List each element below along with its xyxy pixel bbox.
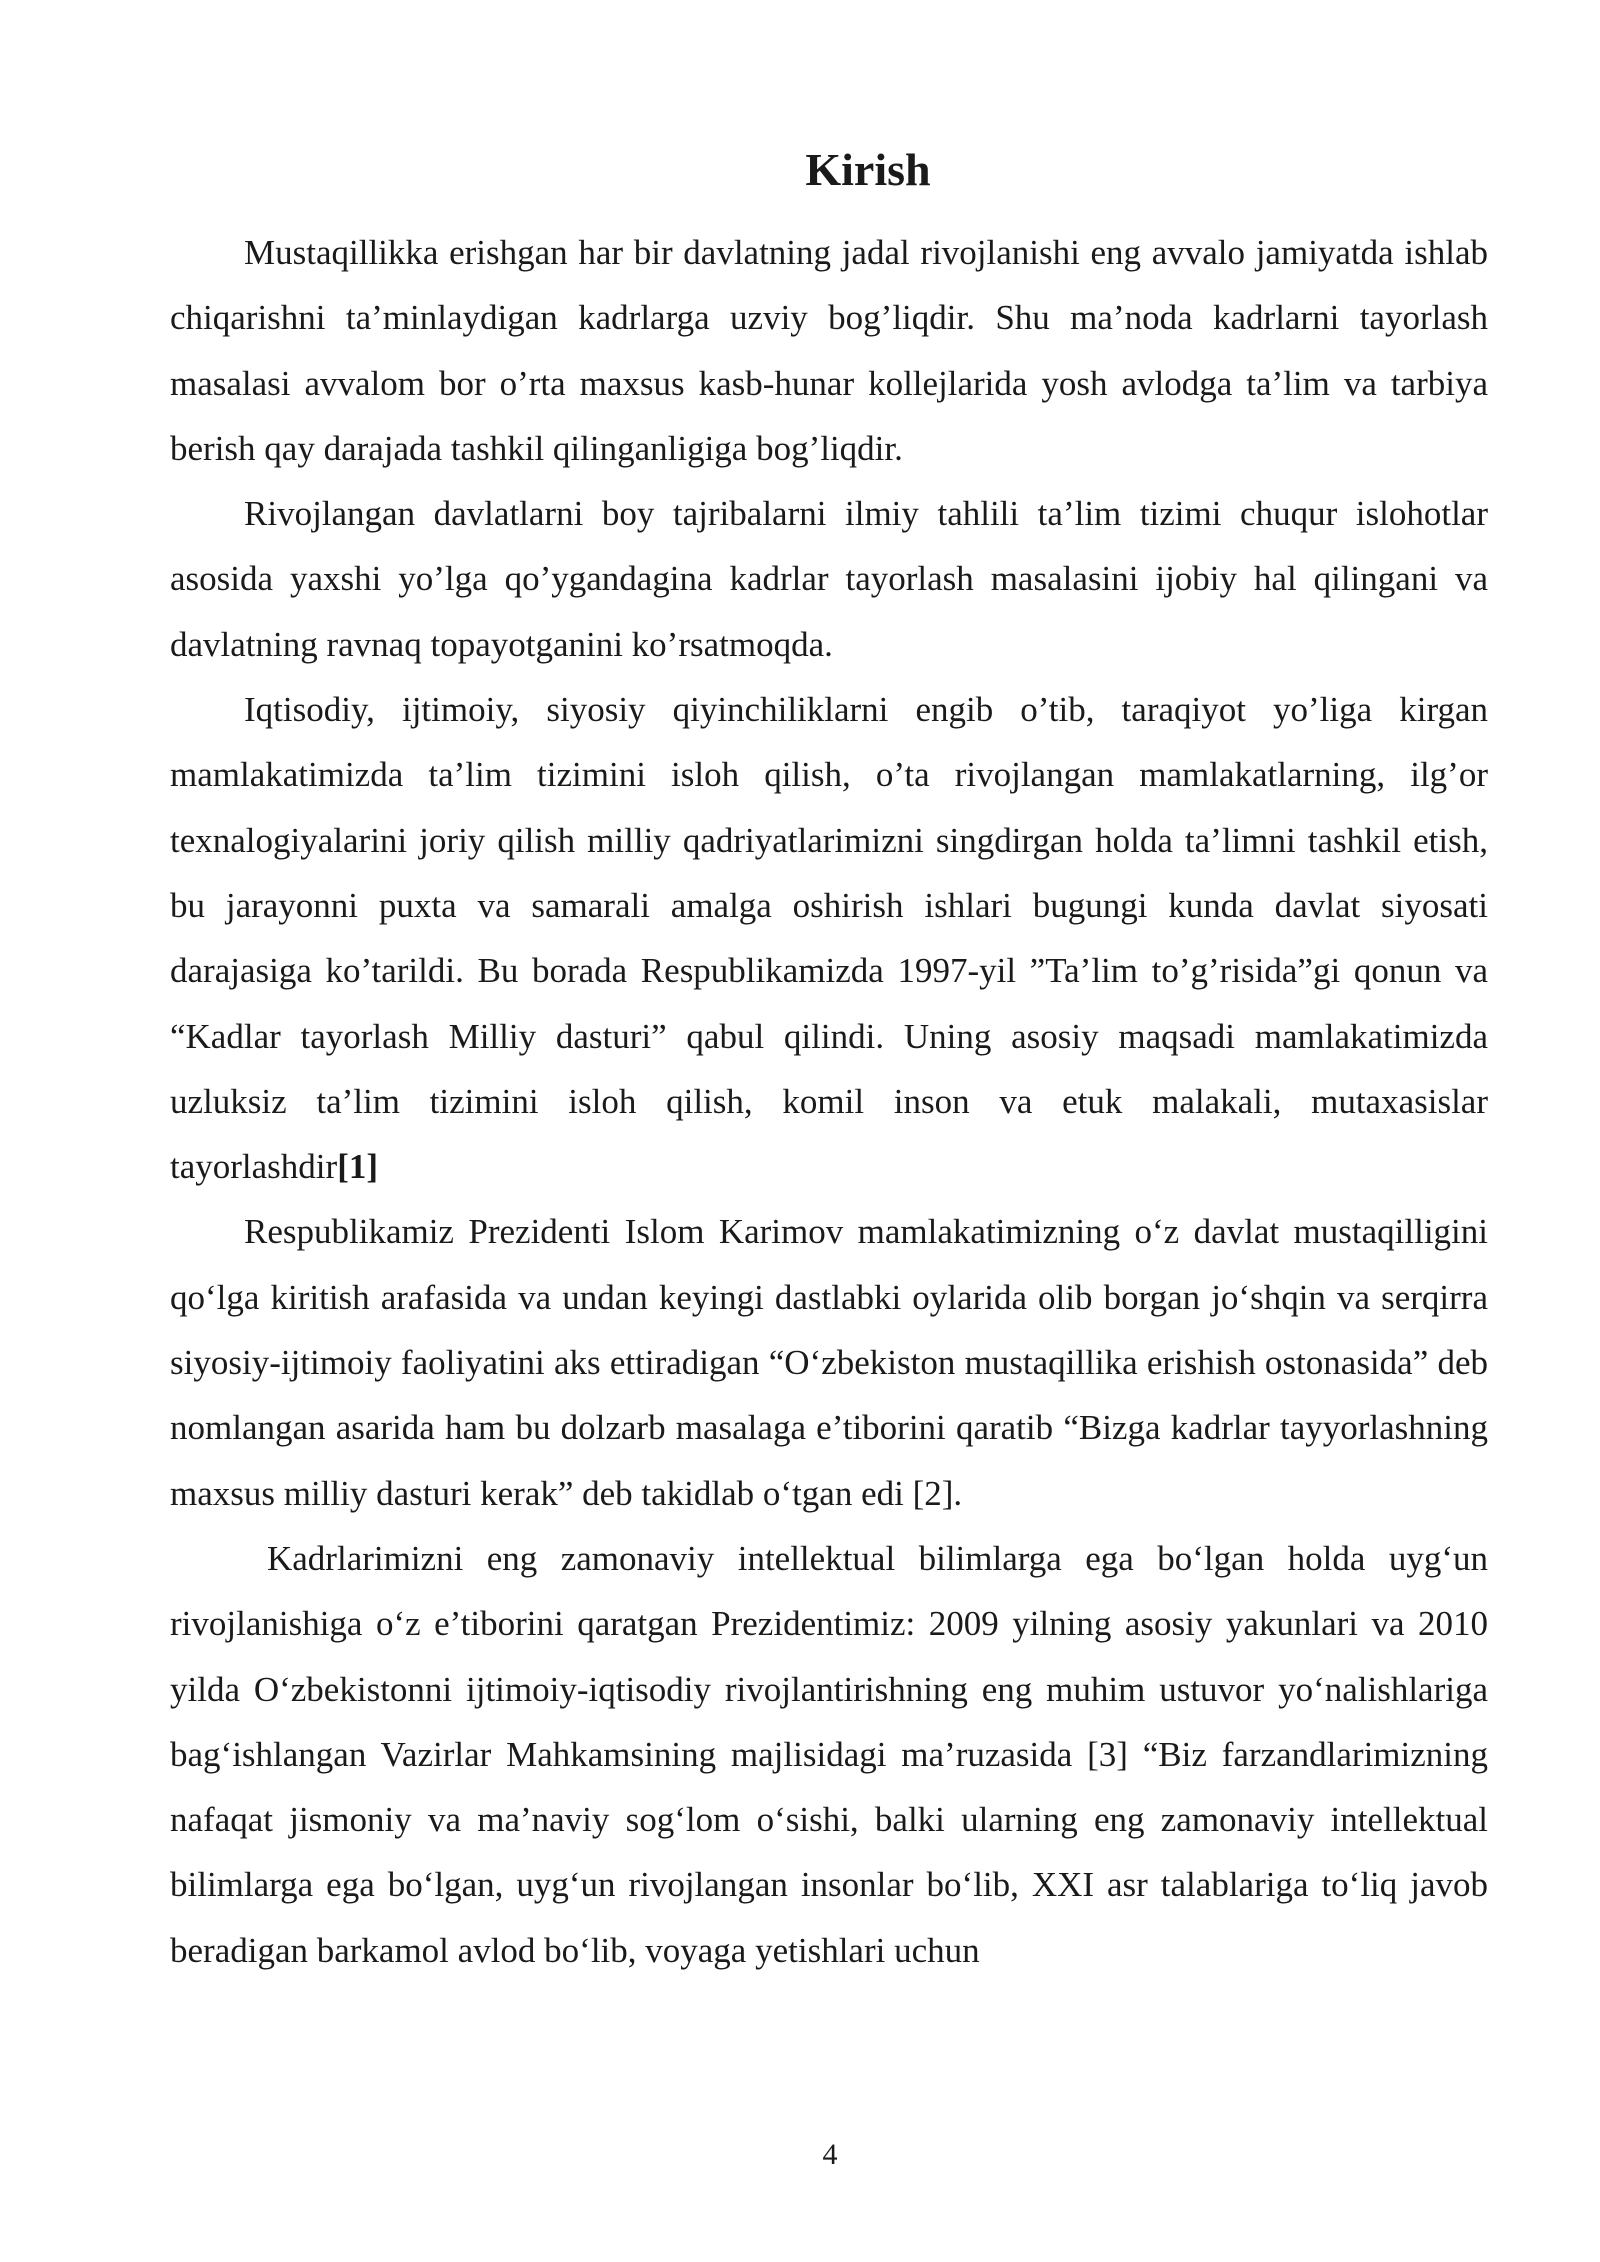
paragraph-2: Rivojlangan davlatlarni boy tajribalarni ilmiy tahlili ta’lim tizimi chuqur islohotlar asosida yaxshi yo’lga qo’ygandagina kadrlar tayorlash masalasini ijobiy hal qilingani va davlatning ravnaq topayotganini ko’rsatmoqda. [170,494,1488,664]
page-title: Kirish [805,144,931,195]
paragraph-4: Respublikamiz Prezidenti Islom Karimov mamlakatimizning o‘z davlat mustaqilligini qo‘lga kiritish arafasida va undan keyingi dastlabki oylarida olib borgan jo‘shqin va serqirra siyosiy-ijtimoiy faoliyatini aks ettiradigan “O‘zbekiston mustaqillika erishish ostonasida” deb nomlangan asarida ham bu dolzarb masalaga e’tiborini qaratib “Bizga kadrlar tayyorlashning maxsus milliy dasturi kerak” deb takidlab o‘tgan edi [2]. [170,1212,1488,1513]
paragraph-1: Mustaqillikka erishgan har bir davlatning jadal rivojlanishi eng avvalo jamiyatda ishlab chiqarishni ta’minlaydigan kadrlarga uzviy bog’liqdir. Shu ma’noda kadrlarni tayorlash masalasi avvalom bor o’rta maxsus kasb-hunar kollejlarida yosh avlodga ta’lim va tarbiya berish qay darajada tashkil qilinganligiga bog’liqdir. [170,233,1488,468]
body-text [170,220,1488,1983]
paragraph-3-text: Iqtisodiy, ijtimoiy, siyosiy qiyinchiliklarni engib o’tib, taraqiyot yo’liga kirgan mamlakatimizda ta’lim tizimini isloh qilish, o’ta rivojlangan mamlakatlarning, ilg’or texnalogiyalarini joriy qilish milliy qadriyatlarimizni singdirgan holda ta’limni tashkil etish, bu jarayonni puxta va samarali amalga oshirish ishlari bugungi kunda davlat siyosati darajasiga ko’tarildi. Bu borada Respublikamizda 1997-yil ”Ta’lim to’g’risida”gi qonun va “Kadlar tayorlash Milliy dasturi” qabul qilindi. Uning asosiy maqsadi mamlakatimizda uzluksiz ta’lim tizimini isloh qilish, komil inson va etuk malakali, mutaxasislar tayorlashdir [170,690,1488,1187]
paragraph-5: Kadrlarimizni eng zamonaviy intellektual bilimlarga ega bo‘lgan holda uyg‘un rivojlanishiga o‘z e’tiborini qaratgan Prezidentimiz: 2009 yilning asosiy yakunlari va 2010 yilda O‘zbekistonni ijtimoiy-iqtisodiy rivojlantirishning eng muhim ustuvor yo‘nalishlariga bag‘ishlangan Vazirlar Mahkamsining majlisidagi ma’ruzasida [3] “Biz farzandlarimizning nafaqat jismoniy va ma’naviy sog‘lom o‘sishi, balki ularning eng zamonaviy intellektual bilimlarga ega bo‘lgan, uyg‘un rivojlangan insonlar bo‘lib, XXI asr talablariga to‘liq javob beradigan barkamol avlod bo‘lib, voyaga yetishlari uchun [170,1538,1488,1970]
paragraph-3 [170,677,1488,1199]
reference-1: [1] [337,1147,378,1187]
page-number: 4 [822,2138,838,2171]
